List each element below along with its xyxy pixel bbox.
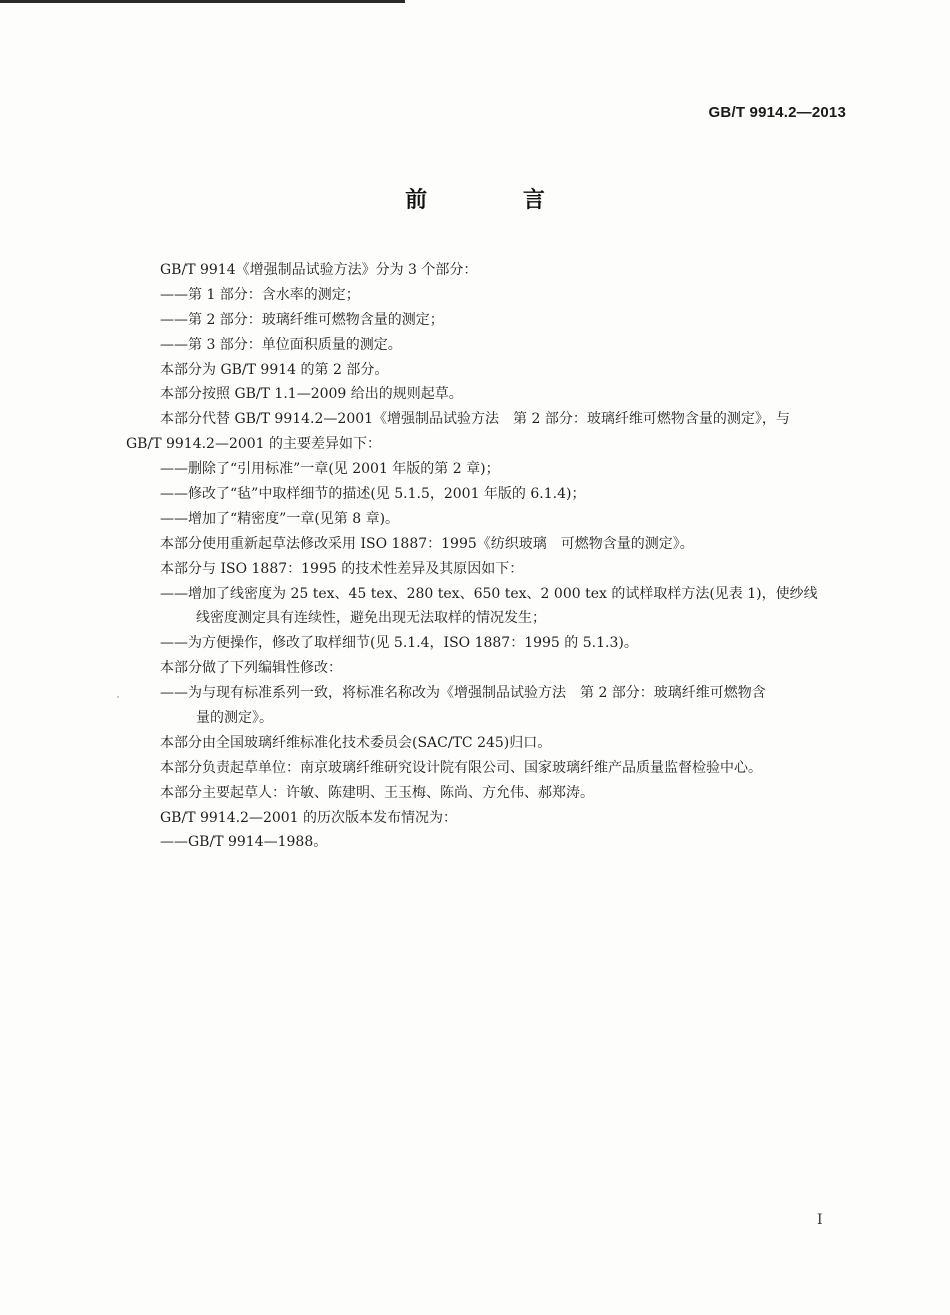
paragraph-line: 本部分为 GB/T 9914 的第 2 部分。 [160,361,389,378]
page-number: I [817,1212,823,1228]
list-item: ——增加了“精密度”一章(见第 8 章)。 [160,510,400,527]
list-item: ——为与现有标准系列一致，将标准名称改为《增强制品试验方法 第 2 部分：玻璃纤维可燃物含 [160,685,766,702]
foreword-body [126,258,848,855]
list-item: ——第 2 部分：玻璃纤维可燃物含量的测定； [160,311,444,328]
paragraph-line: 本部分使用重新起草法修改采用 ISO 1887：1995《纺织玻璃 可燃物含量的测定》。 [160,535,694,552]
paragraph-line: 本部分做了下列编辑性修改： [160,660,342,677]
paragraph-line: GB/T 9914.2—2001 的主要差异如下： [126,436,382,453]
standard-code: GB/T 9914.2—2013 [708,104,846,121]
list-item: ——第 1 部分：含水率的测定； [160,286,360,303]
paragraph-line: 本部分由全国玻璃纤维标准化技术委员会(SAC/TC 245)归口。 [160,734,552,751]
scan-edge-rule [0,0,405,3]
list-item: ——修改了“毡”中取样细节的描述(见 5.1.5，2001 年版的 6.1.4)； [160,486,586,503]
paragraph-line: 本部分负责起草单位：南京玻璃纤维研究设计院有限公司、国家玻璃纤维产品质量监督检验中心。 [160,759,762,776]
paragraph-line: 本部分代替 GB/T 9914.2—2001《增强制品试验方法 第 2 部分：玻璃纤维可燃物含量的测定》，与 [160,411,790,428]
list-item: ——第 3 部分：单位面积质量的测定。 [160,336,402,353]
list-item-continuation: 量的测定》。 [196,710,273,727]
list-item: ——增加了线密度为 25 tex、45 tex、280 tex、650 tex、2 000 tex 的试样取样方法(见表 1)，使纱线 [160,585,818,602]
paragraph-line: 本部分主要起草人：许敏、陈建明、王玉梅、陈尚、方允伟、郝郑涛。 [160,784,594,801]
page-title: 前 言 [405,188,589,213]
paragraph-line: GB/T 9914《增强制品试验方法》分为 3 个部分： [160,262,478,278]
list-item-continuation: 线密度测定具有连续性，避免出现无法取样的情况发生； [196,610,546,627]
paragraph-line: 本部分与 ISO 1887：1995 的技术性差异及其原因如下： [160,560,524,577]
paragraph-line: 本部分按照 GB/T 1.1—2009 给出的规则起草。 [160,386,463,403]
paragraph-line: GB/T 9914.2—2001 的历次版本发布情况为： [160,809,458,826]
list-item: ——删除了“引用标准”一章(见 2001 年版的第 2 章)； [160,461,500,478]
scan-speck [117,696,119,698]
list-item: ——GB/T 9914—1988。 [160,834,328,851]
list-item: ——为方便操作，修改了取样细节(见 5.1.4，ISO 1887：1995 的 5.1.3)。 [160,635,638,652]
